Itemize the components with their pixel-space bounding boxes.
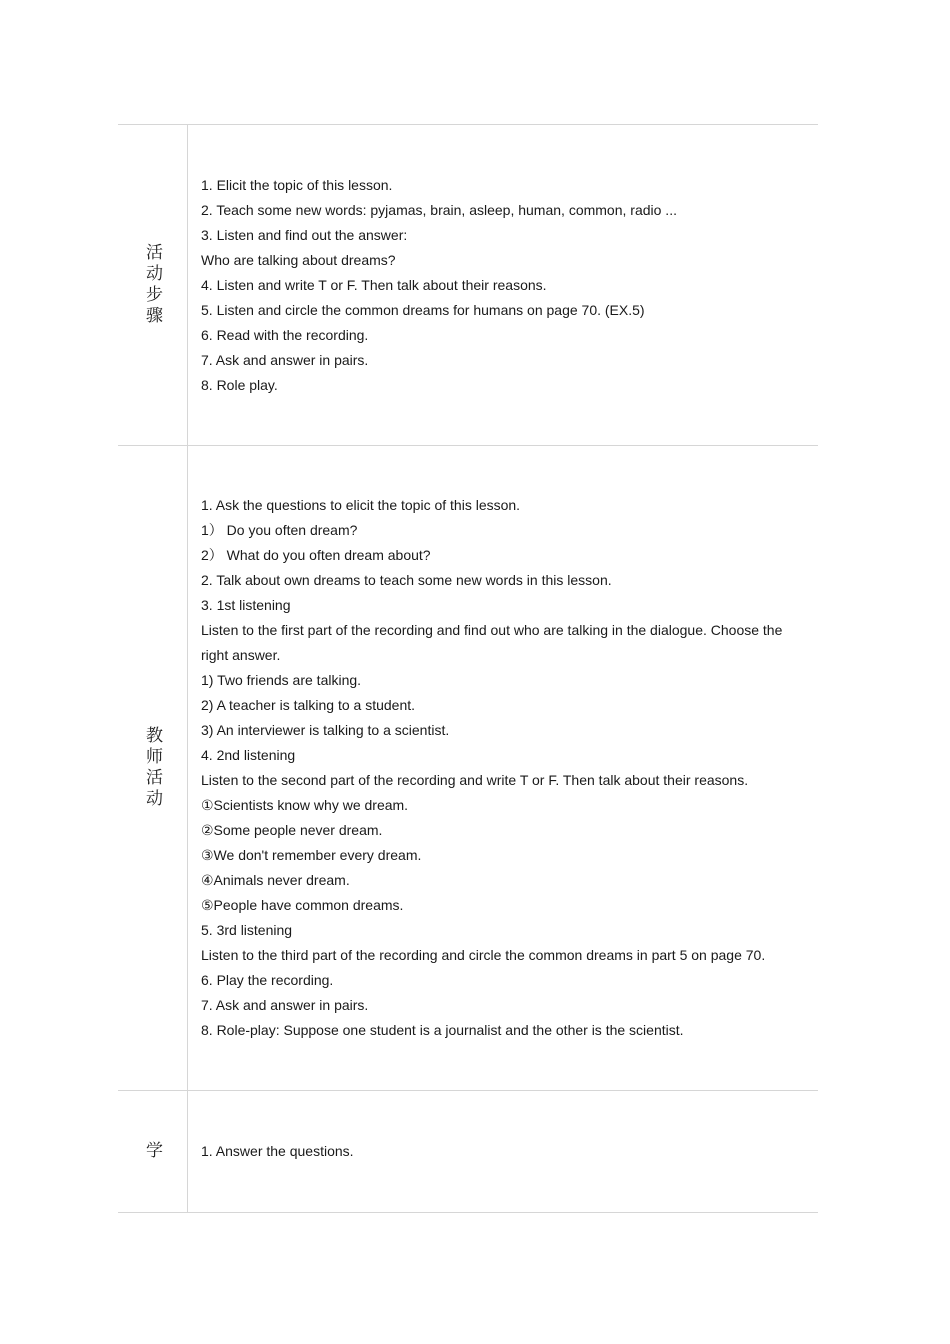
content-line: 8. Role play. (201, 376, 278, 393)
row-label-cell (118, 125, 188, 445)
content-line: 2) A teacher is talking to a student. (201, 697, 416, 713)
content-line: ④Animals never dream. (201, 872, 350, 888)
row-label: 学 (142, 1141, 162, 1162)
content-line: 4. Listen and write T or F. Then talk about their reasons. (201, 276, 547, 293)
content-line: 2. Teach some new words: pyjamas, brain, asleep, human, common, radio ... (201, 201, 677, 218)
content-line: ①Scientists know why we dream. (201, 797, 409, 813)
content-line: ③We don't remember every dream. (201, 847, 422, 863)
content-line: 1. Ask the questions to elicit the topic of this lesson. (201, 497, 521, 513)
content-line: 4. 2nd listening (201, 747, 296, 763)
content-line: 6. Play the recording. (201, 972, 334, 988)
content-line: 2） What do you often dream about? (201, 547, 431, 563)
content-line: 3. Listen and find out the answer: (201, 226, 408, 243)
content-line: 7. Ask and answer in pairs. (201, 351, 369, 368)
content-line: 6. Read with the recording. (201, 326, 369, 343)
table-row-activity-steps (118, 125, 818, 446)
table-row-teacher-activities (118, 446, 818, 1091)
content-line: Who are talking about dreams? (201, 251, 396, 268)
content-line: 7. Ask and answer in pairs. (201, 997, 369, 1013)
content-line: Listen to the first part of the recording and find out who are talking in the dialogue. Choose the right answer. (201, 622, 783, 663)
row-content-cell (188, 446, 818, 1090)
row-content-cell (188, 1091, 818, 1212)
content-line: 1. Elicit the topic of this lesson. (201, 176, 393, 193)
content-line: 3) An interviewer is talking to a scientist. (201, 722, 450, 738)
content-line: Listen to the third part of the recording and circle the common dreams in part 5 on page 70. (201, 947, 766, 963)
content-line: 3. 1st listening (201, 597, 291, 613)
content-line: ⑤People have common dreams. (201, 897, 404, 913)
row-label-cell (118, 1091, 188, 1212)
content-line: Listen to the second part of the recording and write T or F. Then talk about their reasons. (201, 772, 749, 788)
content-line: 1. Answer the questions. (201, 1143, 354, 1159)
table-row-student (118, 1091, 818, 1213)
row-label: 教师活动 (142, 726, 162, 810)
content-line: ②Some people never dream. (201, 822, 383, 838)
content-line: 5. 3rd listening (201, 922, 293, 938)
content-line: 1) Two friends are talking. (201, 672, 362, 688)
content-line: 8. Role-play: Suppose one student is a journalist and the other is the scientist. (201, 1022, 684, 1038)
row-label: 活动步骤 (142, 243, 162, 327)
content-line: 1） Do you often dream? (201, 522, 358, 538)
content-line: 2. Talk about own dreams to teach some new words in this lesson. (201, 572, 612, 588)
content-line: 5. Listen and circle the common dreams for humans on page 70. (EX.5) (201, 301, 645, 318)
row-label-cell (118, 446, 188, 1090)
row-content-cell (188, 125, 818, 445)
lesson-plan-table (118, 124, 818, 1213)
